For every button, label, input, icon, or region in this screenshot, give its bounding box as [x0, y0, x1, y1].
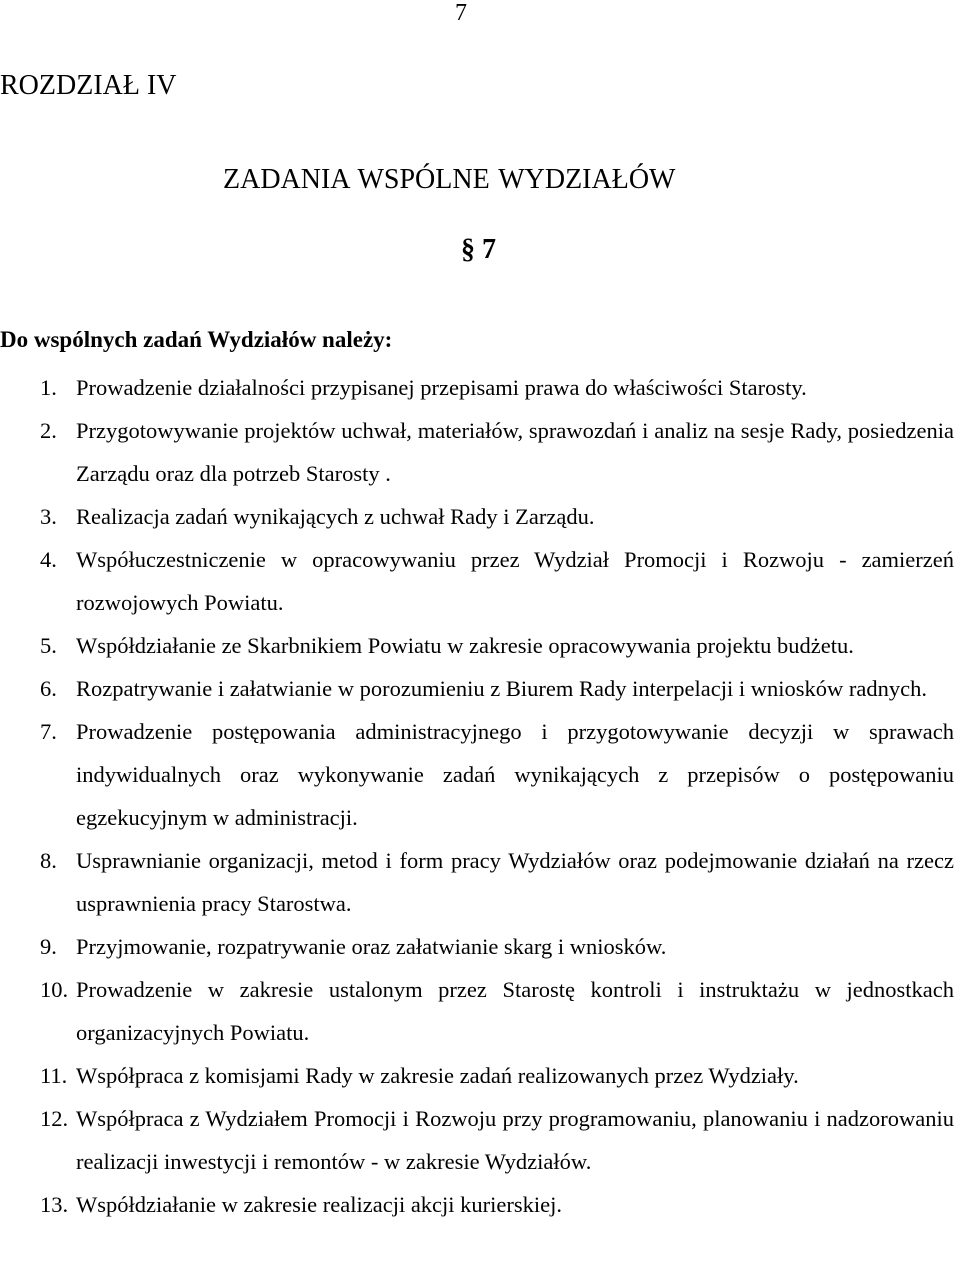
item-text: Współdziałanie w zakresie realizacji akcji kurierskiej.	[76, 1192, 563, 1217]
list-item	[0, 1183, 960, 1226]
list-item	[0, 839, 960, 925]
item-text: Współuczestniczenie w opracowywaniu przez Wydział Promocji i Rozwoju - zamierzeń rozwojowych Powiatu.	[76, 547, 954, 615]
list-item	[0, 1097, 960, 1183]
item-number: 3.	[40, 504, 57, 529]
item-text: Prowadzenie w zakresie ustalonym przez Starostę kontroli i instruktażu w jednostkach organizacyjnych Powiatu.	[76, 977, 954, 1045]
item-text: Przyjmowanie, rozpatrywanie oraz załatwianie skarg i wniosków.	[76, 934, 667, 959]
item-text: Rozpatrywanie i załatwianie w porozumieniu z Biurem Rady interpelacji i wniosków radnych.	[76, 676, 927, 701]
item-number: 5.	[40, 633, 57, 658]
item-number: 13.	[40, 1192, 69, 1217]
item-text: Współpraca z komisjami Rady w zakresie zadań realizowanych przez Wydziały.	[76, 1063, 799, 1088]
intro-text: Do wspólnych zadań Wydziałów należy:	[0, 327, 393, 352]
item-number: 4.	[40, 547, 57, 572]
chapter-title: ZADANIA WSPÓLNE WYDZIAŁÓW	[223, 164, 676, 195]
item-number: 9.	[40, 934, 57, 959]
list-item	[0, 495, 960, 538]
item-text: Współdziałanie ze Skarbnikiem Powiatu w zakresie opracowywania projektu budżetu.	[76, 633, 854, 658]
list-item	[0, 925, 960, 968]
item-number: 11.	[40, 1063, 68, 1088]
item-number: 8.	[40, 848, 57, 873]
list-item	[0, 968, 960, 1054]
item-text: Współpraca z Wydziałem Promocji i Rozwoju przy programowaniu, planowaniu i nadzorowaniu realizacji inwestycji i remontów - w zakresie Wydziałów.	[76, 1106, 954, 1174]
item-text: Prowadzenie działalności przypisanej przepisami prawa do właściwości Starosty.	[76, 375, 807, 400]
list-item	[0, 667, 960, 710]
item-number: 12.	[40, 1106, 69, 1131]
list-item	[0, 366, 960, 409]
item-number: 6.	[40, 676, 57, 701]
item-number: 2.	[40, 418, 57, 443]
page-number: 7	[455, 0, 467, 26]
list-item	[0, 409, 960, 495]
item-text: Prowadzenie postępowania administracyjnego i przygotowywanie decyzji w sprawach indywidualnych oraz wykonywanie zadań wynikających z przepisów o postępowaniu egzekucyjnym w administracji.	[76, 719, 954, 830]
item-text: Przygotowywanie projektów uchwał, materiałów, sprawozdań i analiz na sesje Rady, posiedzenia Zarządu oraz dla potrzeb Starosty .	[76, 418, 954, 486]
list-item	[0, 1054, 960, 1097]
list-item	[0, 538, 960, 624]
task-list	[0, 366, 960, 1226]
item-number: 10.	[40, 977, 69, 1002]
chapter-heading: ROZDZIAŁ IV	[0, 70, 177, 101]
section-marker: § 7	[461, 234, 496, 265]
item-text: Realizacja zadań wynikających z uchwał Rady i Zarządu.	[76, 504, 595, 529]
list-item	[0, 710, 960, 839]
item-number: 1.	[40, 375, 57, 400]
list-item	[0, 624, 960, 667]
item-text: Usprawnianie organizacji, metod i form pracy Wydziałów oraz podejmowanie działań na rzecz usprawnienia pracy Starostwa.	[76, 848, 954, 916]
item-number: 7.	[40, 719, 57, 744]
